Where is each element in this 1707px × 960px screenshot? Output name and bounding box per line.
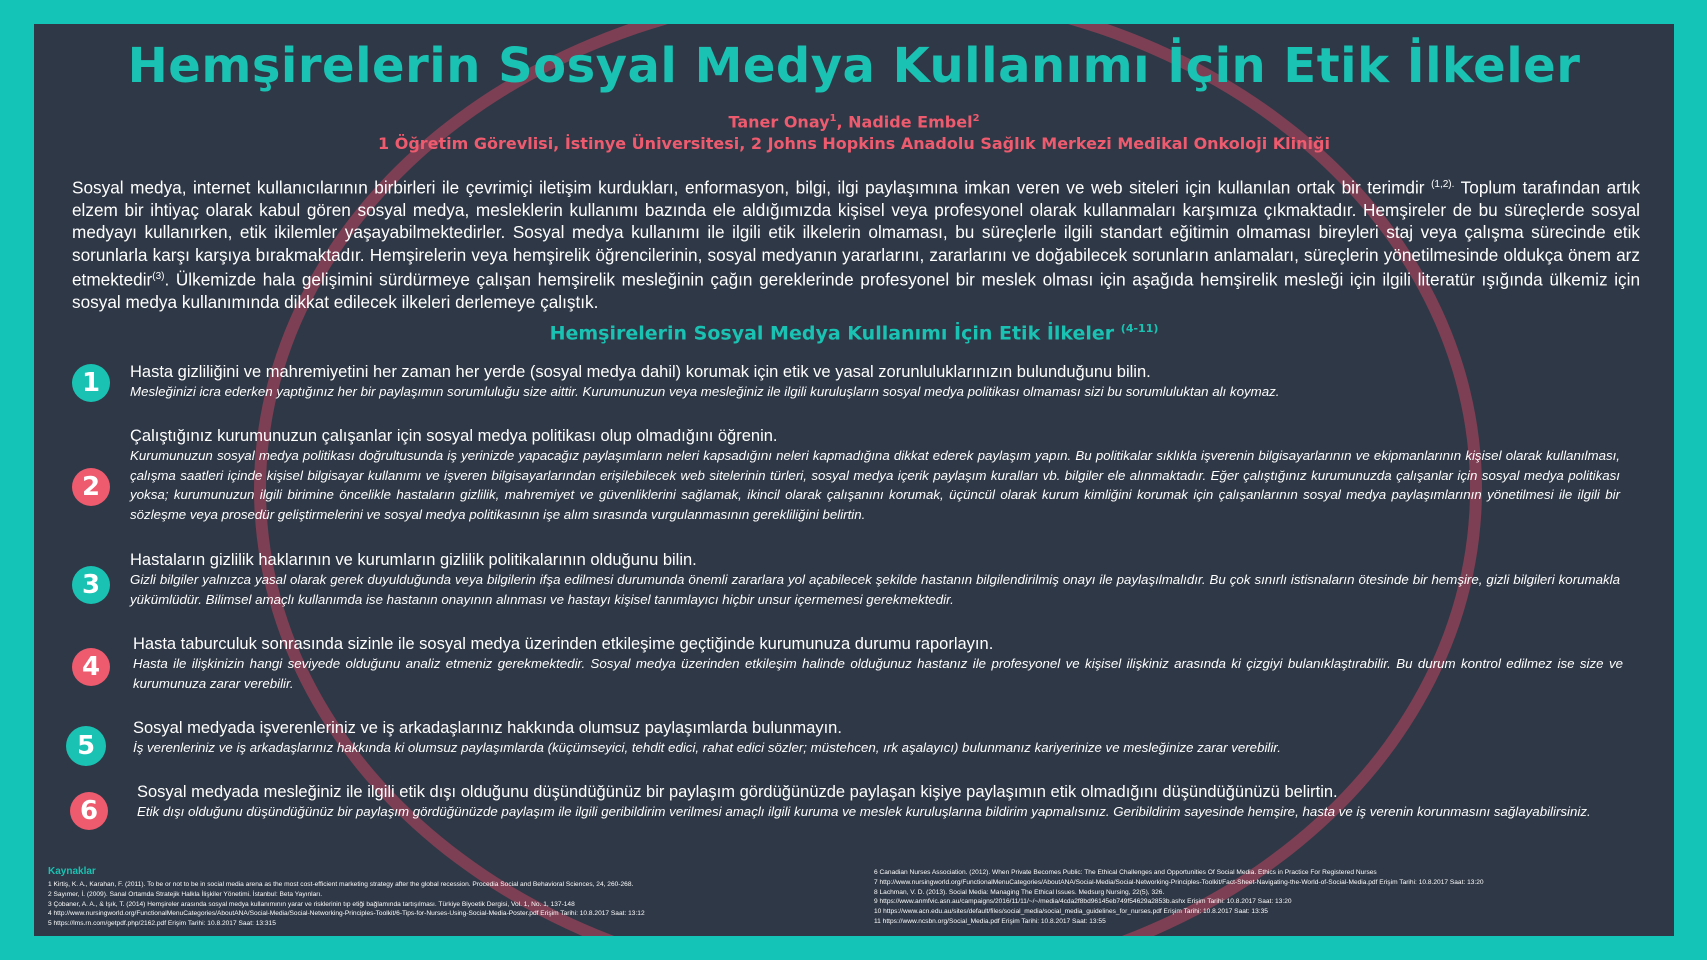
reference-item: 8 Lachman, V. D. (2013). Social Media: Managing The Ethical Issues. Medsurg Nursing, 22(5), 326. [874,888,1165,896]
principle-heading: Hasta taburculuk sonrasında sizinle ile sosyal medya üzerinden etkileşime geçtiğinde kurumunuza durumu raporlayın. [133,635,994,653]
number-badge-2: 2 [72,468,110,506]
principle-description: İş verenleriniz ve iş arkadaşlarınız hakkında ki olumsuz paylaşımlarda (küçümseyici, tehdit edici, rahat edici sözler; müstehcen, ırk aşalayıcı) bulunmanız kariyerinize ve mesleğinize zarar verebilir. [133,740,1281,755]
principle-description: Gizli bilgiler yalnızca yasal olarak gerek duyulduğunda veya bilgilerin ifşa edilmesi durumunda önemli zararlara yol açabilecek şekilde hastanın bilgilendirilmiş onayı ile paylaşılmalıdır. Bu çok sınırlı istisnaların ötesinde bir hemşire, gizli bilgileri korumakla yükümlüdür. Bilimsel amaçlı kullanımda ise hastanın onayının alınması ve hastayı kişisel tanımlayıcı hiçbir unsur içermemesi gerekmektedir. [130,572,1620,607]
principle-description: Mesleğinizi icra ederken yaptığınız her bir paylaşımın sorumluluğu size aittir. Kurumunuzun veya mesleğiniz ile ilgili kuruluşların sosyal medya politikası olmaması sizi bu sorumluluktan alı koymaz. [130,384,1280,399]
principle-heading: Hasta gizliliğini ve mahremiyetini her zaman her yerde (sosyal medya dahil) korumak için etik ve yasal zorunluluklarınızın bulunduğunu bilin. [130,363,1151,381]
principle-description: Etik dışı olduğunu düşündüğünüz bir paylaşım gördüğünüzde paylaşım ile ilgili geribildirim verilmesi amaçlı ilgili kuruma ve meslek kuruluşlarına bildirim yapmalısınız. Geribildirim sayesinde hemşire, hasta ve iş verenin korunmasını sağlayabilirsiniz. [137,804,1591,819]
poster-title: Hemşirelerin Sosyal Medya Kullanımı İçin Etik İlkeler [127,38,1581,94]
reference-item: 7 http://www.nursingworld.org/FunctionalMenuCategories/AboutANA/Social-Media/Social-Networking-Principles-Toolkit/Fact-Sheet-Navigating-the-World-of-Social-Media.pdf Erişim Tarihi: 10.8.2017 Saat: 13:20 [874,878,1484,886]
reference-item: 10 https://www.acn.edu.au/sites/default/files/social_media/social_media_guidelines_for_nurses.pdf Erişim Tarihi: 10.8.2017 Saat: 13:35 [874,908,1268,916]
author-names: Taner Onay$^1$, Nadide Embel$^2$ [728,112,980,132]
number-badge-1: 1 [72,364,110,402]
reference-item: 9 https://www.anmfvic.asn.au/campaigns/2016/11/11/~/~/media/4cda2f8bd96145eb749f54629a2853b.ashx Erişim Tarihi: 10.8.2017 Saat: 13:20 [874,898,1292,906]
references-right [874,868,1484,927]
number-badge-3: 3 [72,566,110,604]
poster-panel [34,24,1674,936]
principle-heading: Hastaların gizlilik haklarının ve kurumların gizlilik politikalarının olduğunu bilin. [130,551,697,569]
principle-heading: Sosyal medyada mesleğiniz ile ilgili etik dışı olduğunu düşündüğünüz bir paylaşım gördüğünüzde paylaşan kişiye paylaşımın etik olmadığını düşündüğünüzü belirtin. [137,783,1338,801]
number-badge-4: 4 [72,648,110,686]
reference-item: 1 Kirtiş, K. A., Karahan, F. (2011). To be or not to be in social media arena as the most cost-efficient marketing strategy after the global recession. Procedia Social and Behavioral Sciences, 24, 260-268. [48,881,634,888]
authors-block [34,108,1674,155]
number-badge-6: 6 [70,792,108,830]
references-title: Kaynaklar [48,866,96,877]
principle-description: Hasta ile ilişkinizin hangi seviyede olduğunu analiz etmeniz gerekmektedir. Sosyal medya üzerinden etkileşim halinde olduğunuz hastanız ile profesyonel ve kişisel ilişkiniz arasında ki çizgiyi bulanıklaştırabilir. Bu durum kontrol edilmez ise size ve kurumunuza zarar verebilir. [133,656,1623,691]
principle-heading: Sosyal medyada işverenleriniz ve iş arkadaşlarınız hakkında olumsuz paylaşımlarda bulunmayın. [133,719,842,737]
principle-heading: Çalıştığınız kurumunuzun çalışanlar için sosyal medya politikası olup olmadığını öğrenin. [130,427,778,445]
references-left [48,880,645,929]
reference-item: 3 Çobaner, A. A., & Işık, T. (2014) Hemşireler arasında sosyal medya kullanımının yarar ve risklerinin tıp etiği bağlamında tartışılması. Türkiye Biyoetik Dergisi, Vol. 1, No. 1, 137-148 [48,900,575,908]
reference-item: 2 Sayımer, İ. (2009). Sanal Ortamda Stratejik Halkla İlişkiler Yönetimi. İstanbul: Beta Yayınları. [48,890,323,898]
number-badge-5: 5 [66,726,106,766]
section-title: Hemşirelerin Sosyal Medya Kullanımı İçin Etik İlkeler $^{(4-11)}$ [549,322,1159,345]
reference-item: 6 Canadian Nurses Association. (2012). When Private Becomes Public: The Ethical Challenges and Opportunities Of Social Media. Ethics in Practice For Registered Nurses [874,869,1377,876]
reference-item: 5 https://lms.rn.com/getpdf.php/2162.pdf Erişim Tarihi: 10.8.2017 Saat: 13:315 [48,920,276,928]
intro-paragraph: Sosyal medya, internet kullanıcılarının birbirleri ile çevrimiçi iletişim kurdukları, enformasyon, bilgi, ilgi paylaşımına imkan veren ve web siteleri için kullanılan ortak bir terimdir $^{(1,2).}$ Toplum tarafından artık elzem bir ihtiyaç olarak kabul gören sosyal medya, mesleklerin kullanımı bazında ele aldığımızda kişisel veya profesyonel olarak kullanmaları karşımıza çıkmaktadır. Hemşireler de bu süreçlerde sosyal medyayı kullanırken, etik ikilemler yaşayabilmektedirler. Sosyal medya kullanımı ile ilgili etik ilkelerin olmaması, bu süreçlerle ilgili standart eğitimin olmaması bireyleri staj veya çalışma sürecinde etik sorunlarla karşı karşıya bırakmaktadır. Hemşirelerin veya hemşirelik öğrencilerinin, sosyal medyanın yararlarını, zararlarını ve doğabilecek sorunların anlamaları, süreçlerin yönetilmesinde oldukça önem arz etmektedir$^{(3)}$. Ülkemizde hala gelişimini sürdürmeye çalışan hemşirelik mesleğinin çağın gereklerinde profesyonel bir meslek olması için aşağıda hemşirelik mesleği için ilgili literatür ışığında ülkemiz için sosyal medya kullanımında dikkat edilecek ilkeleri derlemeye çalıştık. [72,177,1641,312]
reference-item: 11 https://www.ncsbn.org/Social_Media.pdf Erişim Tarihi: 10.8.2017 Saat: 13:55 [874,917,1106,925]
reference-item: 4 http://www.nursingworld.org/FunctionalMenuCategories/AboutANA/Social-Media/Social-Networking-Principles-Toolkit/6-Tips-for-Nurses-Using-Social-Media-Poster.pdf Erişim Tarihi: 10.8.2017 Saat: 13:12 [48,910,645,918]
principle-description: Kurumunuzun sosyal medya politikası doğrultusunda iş yerinizde yapacağız paylaşımların neleri kapsadığını neleri kapmadığına dikkat ederek paylaşım yapın. Bu politikalar sıklıkla işverenin bilgisayarlarının ve ekipmanlarının kişisel olarak kullanılması, çalışma saatleri içinde kişisel bilgisayar kullanımı ve işveren bilgisayarlarından erişilebilecek web sitelerinin türleri, sosyal medya içerik paylaşım kuralları vb. bilgiler ele alınmaktadır. Eğer çalıştığınız kurumunuzda çalışanlar için sosyal medya politikası yoksa; kurumunuzun ilgili birimine öncelikle hastaların gizlilik, mahremiyet ve güvenliklerini sağlamak, ikincil olarak çalışanını korumak, üçüncül olarak kurum kimliğini korumak için çalışanlarının sosyal medya paylaşımlarının yönetilmesi ile ilgili bir sözleşme veya prosedür geliştirmelerini ve sosyal medya politikasının işe alım sırasında vurgulanmasının gerekliliğini belirtin. [130,448,1620,522]
affiliation: 1 Öğretim Görevlisi, İstinye Üniversitesi, 2 Johns Hopkins Anadolu Sağlık Merkezi Medikal Onkoloji Kliniği [378,134,1330,154]
